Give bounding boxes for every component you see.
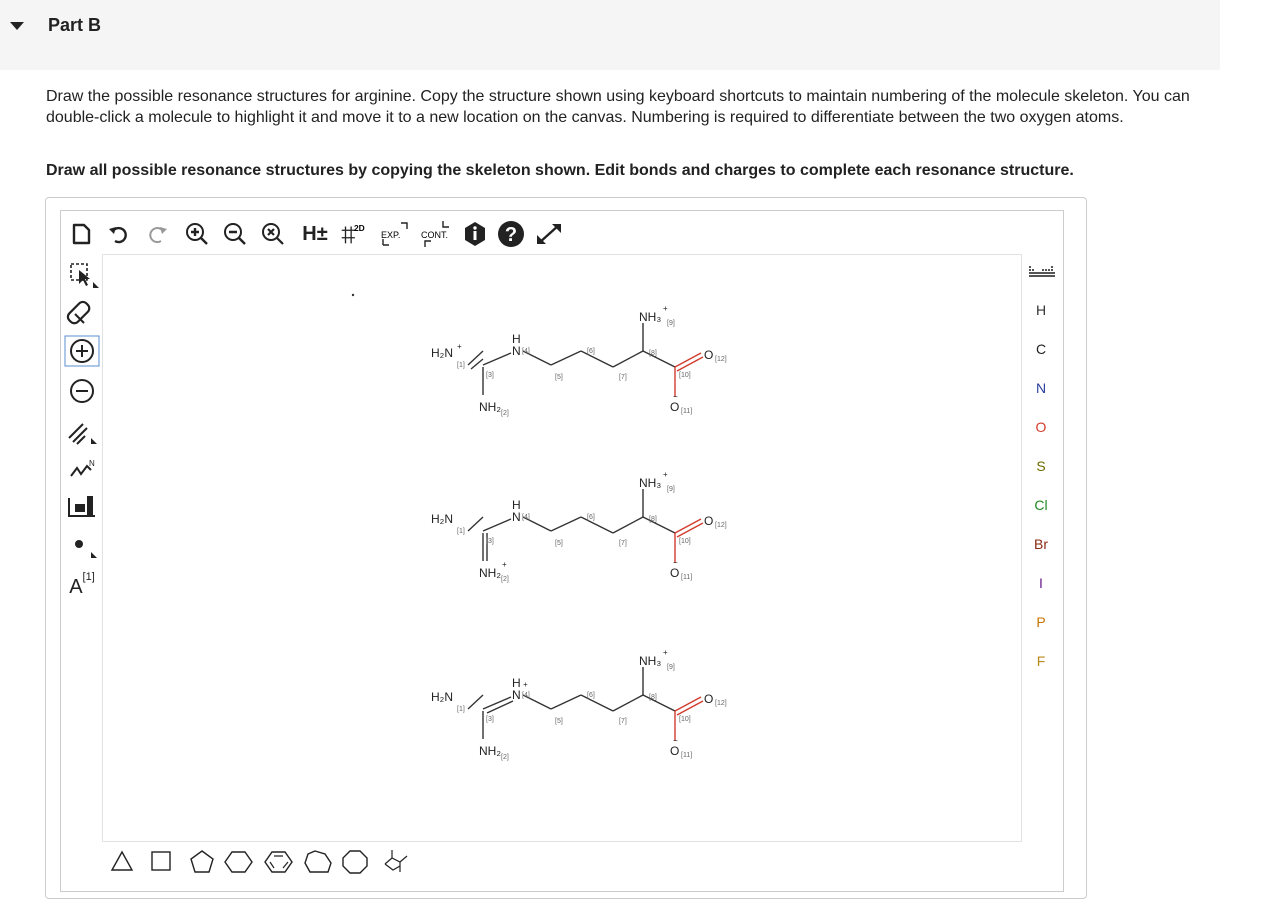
atom-index: [2]: [501, 754, 509, 761]
atom-index: [11]: [681, 752, 693, 759]
square-template-icon[interactable]: [152, 852, 170, 870]
atom-index: [3]: [486, 538, 494, 545]
bond[interactable]: [468, 517, 483, 531]
atom-index: [4]: [522, 514, 530, 521]
hexagon-template-icon[interactable]: [225, 852, 252, 872]
periodic-table-icon[interactable]: [1022, 264, 1060, 281]
fullscreen-icon[interactable]: [534, 216, 564, 252]
bond[interactable]: [468, 695, 483, 709]
atom-map-index: [1]: [82, 571, 95, 583]
atom-index: [7]: [619, 374, 627, 381]
undo-icon[interactable]: [104, 216, 134, 252]
element-c[interactable]: C: [1035, 341, 1047, 357]
bond[interactable]: [643, 351, 675, 367]
canvas-dot: [352, 294, 354, 296]
octagon-template-icon[interactable]: [343, 851, 367, 873]
oxygen-12-label: O: [704, 514, 714, 528]
element-h[interactable]: H: [1035, 302, 1047, 318]
bond[interactable]: [581, 351, 613, 367]
toggle-hydrogens-button[interactable]: H±: [302, 222, 328, 245]
redo-icon[interactable]: [142, 216, 172, 252]
oxygen-11-label: O: [670, 744, 680, 758]
nh3-charge: +: [663, 470, 668, 479]
atom-index: [8]: [649, 350, 657, 357]
expand-label: EXP.: [381, 230, 401, 240]
nh2-label: NH₂: [479, 744, 501, 758]
element-i[interactable]: I: [1039, 575, 1043, 591]
nh-label: N: [512, 688, 521, 702]
svg-text:N: N: [89, 459, 95, 468]
nh-hydrogen-label: H: [512, 332, 521, 346]
atom-index: [9]: [667, 486, 675, 493]
nh2-label: NH₂: [479, 400, 501, 414]
oxygen-11-charge: −: [673, 736, 678, 745]
atom-index: [2]: [501, 410, 509, 417]
atom-index: [2]: [501, 576, 509, 583]
atom-index: [5]: [555, 374, 563, 381]
nh3-label: NH₃: [639, 310, 662, 324]
h2n-label: H₂N: [431, 690, 453, 704]
atom-index: [12]: [715, 522, 727, 529]
atom-index: [8]: [649, 516, 657, 523]
bond[interactable]: [613, 695, 643, 711]
atom-index: [9]: [667, 664, 675, 671]
svg-text:?: ?: [504, 224, 518, 246]
part-title: Part B: [48, 15, 102, 35]
bond[interactable]: [551, 695, 581, 709]
nh-charge: +: [523, 680, 528, 689]
h2n-label: H₂N: [431, 346, 453, 360]
pentagon-template-icon[interactable]: [191, 851, 213, 872]
atom-index: [6]: [587, 348, 595, 355]
nh2-label: NH₂: [479, 566, 501, 580]
atom-index: [6]: [587, 514, 595, 521]
negative-charge-icon[interactable]: [64, 374, 100, 408]
atom-index: [11]: [681, 574, 693, 581]
oxygen-12-label: O: [704, 348, 714, 362]
oxygen-12-label: O: [704, 692, 714, 706]
element-f[interactable]: F: [1036, 653, 1046, 669]
atom-index: [12]: [715, 700, 727, 707]
collapse-caret-icon[interactable]: [10, 22, 24, 30]
element-br[interactable]: Br: [1034, 536, 1048, 552]
atom-index: [11]: [681, 408, 693, 415]
atom-index: [7]: [619, 540, 627, 547]
contract-label: CONT.: [421, 230, 448, 240]
nh-hydrogen-label: H: [512, 676, 521, 690]
oxygen-11-charge: −: [673, 558, 678, 567]
bond-tool-icon[interactable]: [64, 414, 100, 448]
atom-index: [3]: [486, 716, 494, 723]
atom-index: [1]: [457, 528, 465, 535]
element-n[interactable]: N: [1035, 380, 1047, 396]
help-icon[interactable]: [496, 216, 526, 252]
bond[interactable]: [581, 695, 613, 711]
ring-templates: [110, 848, 420, 874]
element-p[interactable]: P: [1036, 614, 1046, 630]
zoom-reset-icon[interactable]: [258, 216, 288, 252]
bond[interactable]: [581, 517, 613, 533]
nh3-label: NH₃: [639, 476, 662, 490]
drawing-canvas[interactable]: [102, 254, 1022, 842]
triangle-template-icon[interactable]: [112, 852, 132, 870]
instructions-bold: Draw all possible resonance structures by copying the skeleton shown. Edit bonds and charges to complete each resonance structure.: [46, 162, 1074, 179]
atom-map-letter: A: [69, 575, 83, 598]
atom-map-tool[interactable]: [64, 564, 100, 598]
atom-index: [5]: [555, 540, 563, 547]
atom-index: [3]: [486, 372, 494, 379]
atom-index: [4]: [522, 692, 530, 699]
atom-index: [12]: [715, 356, 727, 363]
atom-index: [7]: [619, 718, 627, 725]
atom-index: [5]: [555, 718, 563, 725]
nh-hydrogen-label: H: [512, 498, 521, 512]
nh-label: N: [512, 510, 521, 524]
atom-index: [6]: [587, 692, 595, 699]
nh-label: N: [512, 344, 521, 358]
bond[interactable]: [643, 695, 675, 711]
part-header[interactable]: [0, 0, 1220, 70]
template-tool-icon[interactable]: [64, 490, 100, 524]
clean-2d-button[interactable]: [338, 216, 368, 252]
atom-index: [10]: [679, 538, 691, 545]
atom-index: [4]: [522, 348, 530, 355]
h2n-charge: +: [457, 342, 462, 351]
element-o[interactable]: O: [1035, 419, 1047, 435]
atom-index: [1]: [457, 362, 465, 369]
oxygen-11-label: O: [670, 400, 680, 414]
lone-pair-tool-icon[interactable]: [64, 528, 100, 562]
new-document-icon[interactable]: [66, 216, 96, 252]
bond[interactable]: [483, 697, 511, 709]
benzene-template-icon[interactable]: [265, 852, 292, 872]
bond-double[interactable]: [487, 701, 513, 713]
expand-button[interactable]: [378, 216, 416, 252]
oxygen-11-charge: −: [673, 392, 678, 401]
h2n-label: H₂N: [431, 512, 453, 526]
atom-index: [9]: [667, 320, 675, 327]
bond[interactable]: [483, 519, 511, 531]
zoom-out-icon[interactable]: [220, 216, 250, 252]
atom-index: [10]: [679, 372, 691, 379]
chair-template-icon[interactable]: [385, 850, 407, 872]
instructions-text: Draw the possible resonance structures for arginine. Copy the structure shown using keyboard shortcuts to maintain numbering of the molecule skeleton. You can double-click a molecule to highlight it and move it to a new location on the canvas. Numbering is required to differentiate between the two oxygen atoms.: [46, 88, 1190, 126]
arginine-structure-2[interactable]: [431, 470, 727, 583]
arginine-structure-1[interactable]: [431, 304, 727, 417]
positive-charge-icon[interactable]: [64, 334, 100, 368]
element-s[interactable]: S: [1036, 458, 1046, 474]
atom-index: [8]: [649, 694, 657, 701]
molecule-display: [103, 255, 1021, 841]
bond[interactable]: [613, 351, 643, 367]
bond[interactable]: [551, 351, 581, 365]
element-cl[interactable]: Cl: [1034, 497, 1048, 513]
bond[interactable]: [483, 353, 511, 365]
bond[interactable]: [613, 517, 643, 533]
oxygen-11-label: O: [670, 566, 680, 580]
bond[interactable]: [551, 517, 581, 531]
nh3-label: NH₃: [639, 654, 662, 668]
atom-index: [1]: [457, 706, 465, 713]
nh3-charge: +: [663, 648, 668, 657]
select-tool-icon[interactable]: [64, 258, 100, 292]
chain-tool-icon[interactable]: [64, 452, 100, 486]
bond[interactable]: [643, 517, 675, 533]
zoom-in-icon[interactable]: [182, 216, 212, 252]
heptagon-template-icon[interactable]: [305, 851, 331, 872]
eraser-icon[interactable]: [64, 296, 100, 330]
clean-2d-label: 2D: [353, 223, 365, 234]
contract-button[interactable]: [418, 216, 458, 252]
nh2-charge: +: [502, 560, 507, 569]
info-icon[interactable]: [460, 216, 490, 252]
bond[interactable]: [468, 351, 483, 365]
nh3-charge: +: [663, 304, 668, 313]
atom-index: [10]: [679, 716, 691, 723]
arginine-structure-3[interactable]: [431, 648, 727, 761]
